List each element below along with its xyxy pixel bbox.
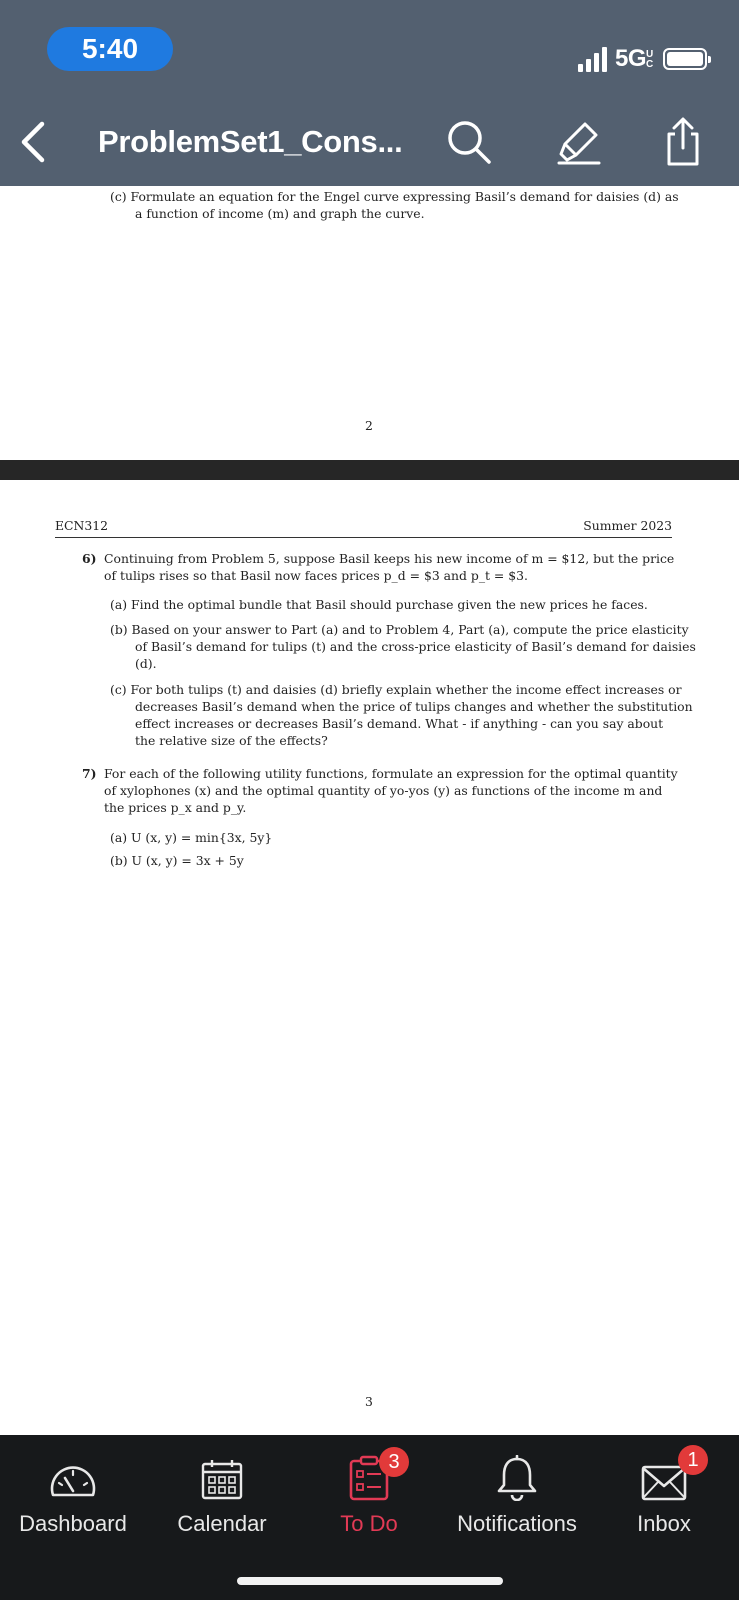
problem-6b-line-1: (b) Based on your answer to Part (a) and to Problem 4, Part (a), compute the price elasticity bbox=[110, 622, 689, 637]
status-indicators bbox=[578, 44, 707, 74]
tab-dashboard[interactable] bbox=[14, 1435, 132, 1545]
inbox-badge: 1 bbox=[678, 1445, 708, 1475]
course-code: ECN312 bbox=[55, 518, 109, 533]
problem-5c-line-1: (c) Formulate an equation for the Engel curve expressing Basil’s demand for daisies (d) as bbox=[110, 189, 679, 204]
tab-icon-wrap bbox=[624, 1435, 704, 1505]
bottom-tab-bar bbox=[0, 1435, 739, 1600]
search-button[interactable] bbox=[443, 116, 495, 168]
problem-6c-line-4: the relative size of the effects? bbox=[135, 733, 328, 748]
running-header bbox=[55, 518, 672, 538]
status-time: 5:40 bbox=[47, 27, 173, 71]
problem-6-label: 6) bbox=[82, 551, 97, 566]
bell-icon bbox=[495, 1455, 539, 1501]
tab-label: Dashboard bbox=[19, 1511, 127, 1536]
tab-icon-wrap bbox=[477, 1435, 557, 1505]
tab-calendar[interactable] bbox=[166, 1435, 278, 1545]
problem-7-label: 7) bbox=[82, 766, 97, 781]
document-page-2 bbox=[0, 186, 739, 460]
tab-icon-wrap bbox=[329, 1435, 409, 1505]
problem-6-line-1: Continuing from Problem 5, suppose Basil keeps his new income of m = $12, but the price bbox=[104, 551, 675, 566]
app-header bbox=[0, 0, 739, 186]
document-title: ProblemSet1_Cons... bbox=[98, 124, 403, 159]
problem-7b: (b) U (x, y) = 3x + 5y bbox=[110, 853, 244, 868]
todo-badge: 3 bbox=[379, 1447, 409, 1477]
tab-notifications[interactable] bbox=[446, 1435, 588, 1545]
tab-icon-wrap bbox=[33, 1435, 113, 1505]
problem-6c-line-1: (c) For both tulips (t) and daisies (d) briefly explain whether the income effect increases or bbox=[110, 682, 682, 697]
navigation-row bbox=[0, 110, 739, 174]
problem-5c-line-2: a function of income (m) and graph the curve. bbox=[135, 206, 425, 221]
network-type bbox=[615, 45, 655, 73]
tab-label: Inbox bbox=[637, 1511, 691, 1536]
share-button[interactable] bbox=[657, 116, 709, 168]
problem-6-line-2: of tulips rises so that Basil now faces prices p_d = $3 and p_t = $3. bbox=[104, 568, 528, 583]
problem-7-line-1: For each of the following utility functions, formulate an expression for the optimal quantity bbox=[104, 766, 678, 781]
annotate-button[interactable] bbox=[553, 116, 605, 168]
signal-strength-icon bbox=[578, 46, 607, 72]
speedometer-icon bbox=[47, 1461, 99, 1501]
home-indicator[interactable] bbox=[237, 1577, 503, 1585]
calendar-icon bbox=[200, 1459, 244, 1501]
network-suffix: UC bbox=[646, 48, 653, 70]
problem-7a: (a) U (x, y) = min{3x, 5y} bbox=[110, 830, 273, 845]
tab-label: Notifications bbox=[457, 1511, 577, 1536]
problem-7-line-2: of xylophones (x) and the optimal quantity of yo-yos (y) as functions of the income m and bbox=[104, 783, 663, 798]
tab-icon-wrap bbox=[182, 1435, 262, 1505]
page-number: 2 bbox=[365, 418, 373, 433]
share-icon bbox=[659, 116, 707, 168]
problem-7-line-3: the prices p_x and p_y. bbox=[104, 800, 247, 815]
tab-label: Calendar bbox=[177, 1511, 267, 1536]
tab-todo[interactable] bbox=[323, 1435, 415, 1545]
battery-icon bbox=[663, 48, 707, 70]
problem-6b-line-3: (d). bbox=[135, 656, 157, 671]
highlighter-icon bbox=[555, 118, 603, 166]
term-label: Summer 2023 bbox=[583, 518, 672, 533]
tab-inbox[interactable] bbox=[624, 1435, 704, 1545]
page-number: 3 bbox=[365, 1394, 373, 1409]
tab-label: To Do bbox=[340, 1511, 398, 1536]
problem-6a: (a) Find the optimal bundle that Basil should purchase given the new prices he faces. bbox=[110, 597, 648, 612]
document-page-3 bbox=[0, 480, 739, 1435]
envelope-icon bbox=[641, 1465, 687, 1501]
problem-6c-line-2: decreases Basil’s demand when the price of tulips changes and whether the substitution bbox=[135, 699, 693, 714]
network-label: 5G bbox=[614, 45, 646, 72]
problem-6b-line-2: of Basil’s demand for tulips (t) and the cross-price elasticity of Basil’s demand for daisies bbox=[135, 639, 696, 654]
page-separator bbox=[0, 460, 739, 480]
problem-6c-line-3: effect increases or decreases Basil’s demand. What - if anything - can you say about bbox=[135, 716, 664, 731]
search-icon bbox=[445, 118, 493, 166]
back-button[interactable] bbox=[14, 118, 54, 166]
chevron-left-icon bbox=[14, 118, 54, 166]
